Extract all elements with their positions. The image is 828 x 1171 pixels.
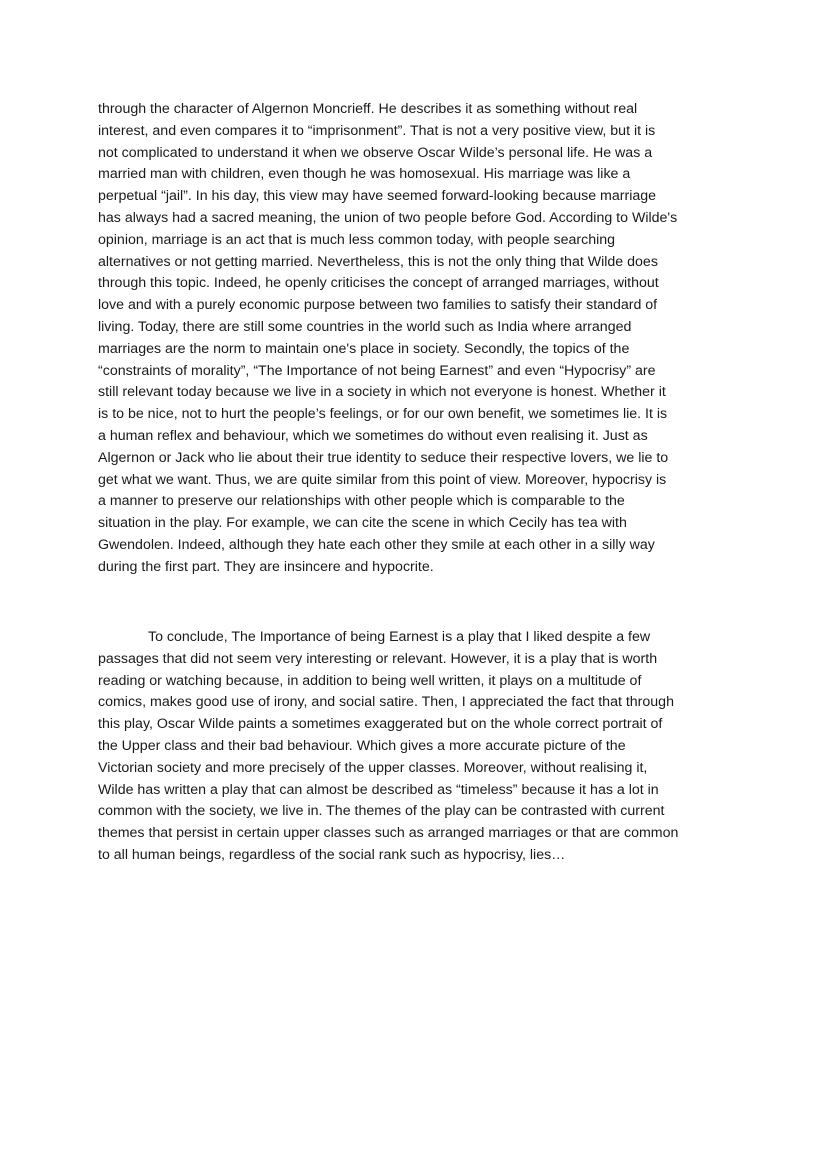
text-line: interest, and even compares it to “imprisonment”. That is not a very positive view, but it is bbox=[98, 122, 656, 139]
text-line: situation in the play. For example, we can cite the scene in which Cecily has tea with bbox=[98, 515, 627, 532]
text-line-indented: To conclude, The Importance of being Earnest is a play that I liked despite a few bbox=[148, 629, 651, 645]
text-line: to all human beings, regardless of the social rank such as hypocrisy, lies… bbox=[98, 846, 566, 863]
text-line: opinion, marriage is an act that is much less common today, with people searching bbox=[98, 231, 616, 248]
paragraph-1 bbox=[98, 99, 738, 579]
text-line: has always had a sacred meaning, the union of two people before God. According to Wilde's bbox=[98, 209, 678, 226]
text-line: still relevant today because we live in a society in which not everyone is honest. Whether it bbox=[98, 384, 666, 401]
text-line: this play, Oscar Wilde paints a sometimes exaggerated but on the whole correct portrait of bbox=[98, 716, 663, 733]
text-line: married man with children, even though he was homosexual. His marriage was like a bbox=[98, 166, 631, 183]
text-line: Victorian society and more precisely of the upper classes. Moreover, without realising it, bbox=[98, 759, 648, 776]
text-line: passages that did not seem very interesting or relevant. However, it is a play that is worth bbox=[98, 650, 658, 667]
text-line: the Upper class and their bad behaviour. Which gives a more accurate picture of the bbox=[98, 737, 626, 754]
text-line: perpetual “jail”. In his day, this view may have seemed forward-looking because marriage bbox=[98, 188, 657, 205]
text-line: marriages are the norm to maintain one's place in society. Secondly, the topics of the bbox=[98, 340, 630, 357]
text-line: living. Today, there are still some countries in the world such as India where arranged bbox=[98, 318, 632, 335]
text-line: themes that persist in certain upper classes such as arranged marriages or that are common bbox=[98, 825, 679, 842]
paragraph-2-conclusion bbox=[98, 627, 738, 867]
text-line: during the first part. They are insincere and hypocrite. bbox=[98, 558, 434, 575]
text-line: comics, makes good use of irony, and social satire. Then, I appreciated the fact that through bbox=[98, 694, 674, 711]
text-line: reading or watching because, in addition to being well written, it plays on a multitude of bbox=[98, 672, 642, 689]
text-line: get what we want. Thus, we are quite similar from this point of view. Moreover, hypocrisy is bbox=[98, 471, 667, 488]
text-line: through the character of Algernon Moncrieff. He describes it as something without real bbox=[98, 101, 638, 117]
text-line: love and with a purely economic purpose between two families to satisfy their standard of bbox=[98, 297, 658, 314]
text-line: Algernon or Jack who lie about their true identity to seduce their respective lovers, we lie to bbox=[98, 449, 669, 466]
text-line: common with the society, we live in. The themes of the play can be contrasted with current bbox=[98, 803, 665, 820]
text-line: alternatives or not getting married. Nevertheless, this is not the only thing that Wilde does bbox=[98, 253, 658, 270]
text-line: not complicated to understand it when we observe Oscar Wilde’s personal life. He was a bbox=[98, 144, 653, 161]
text-line: Wilde has written a play that can almost be described as “timeless” because it has a lot in bbox=[98, 781, 659, 798]
text-line: is to be nice, not to hurt the people’s feelings, or for our own benefit, we sometimes lie. It is bbox=[98, 406, 668, 423]
text-line: “constraints of morality”, “The Importance of not being Earnest” and even “Hypocrisy” are bbox=[98, 362, 656, 379]
text-line: through this topic. Indeed, he openly criticises the concept of arranged marriages, without bbox=[98, 275, 659, 292]
text-line: a manner to preserve our relationships with other people which is comparable to the bbox=[98, 493, 625, 510]
text-line: Gwendolen. Indeed, although they hate each other they smile at each other in a silly way bbox=[98, 536, 655, 553]
text-line: a human reflex and behaviour, which we sometimes do without even realising it. Just as bbox=[98, 427, 648, 444]
